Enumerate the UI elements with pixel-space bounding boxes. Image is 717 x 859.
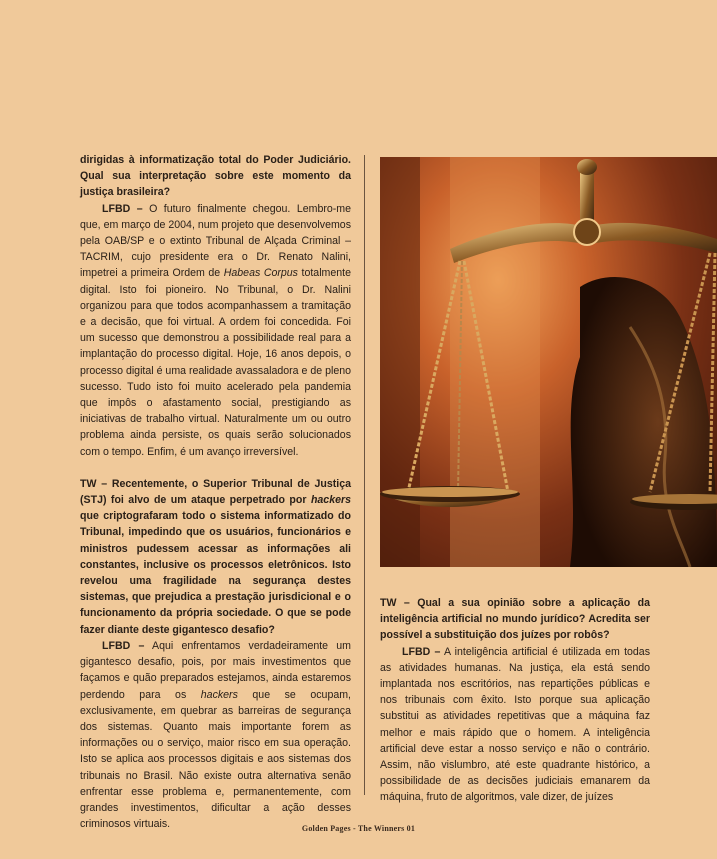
answer-2 — [80, 638, 351, 832]
right-column — [380, 595, 650, 806]
answer-2-text-b: que se ocupam, exclusivamente, em quebrar as barreiras de segurança dos sistemas. Quanto mais importante forem as informações ou o serviço, maior risco em sua operação. Isto se aplica aos processos digitais e aos sistemas dos tribunais no Brasil. Não existe outra alternativa senão enfrentar esse problema e, permanentemente, com grandes investimentos, dificultar a ação desses criminosos virtuais. — [80, 688, 351, 831]
answer-1-text-a: O futuro finalmente chegou. Lembro-me que, em março de 2004, num projeto que desenvolvemos pela OAB/SP e o extinto Tribunal de Alçada Criminal – TACRIM, cujo presidente era o Dr. Renato Nalini, impetrei a primeira Ordem de — [80, 202, 351, 280]
answer-2-text-a: Aqui enfrentamos verdadeiramente um gigantesco desafio, pois, por mais investimentos que façamos e quão preparados estejamos, ainda estaremos perdendo para os — [80, 639, 352, 701]
page-footer: Golden Pages - The Winners 01 — [301, 824, 416, 833]
question-3: TW – Qual a sua opinião sobre a aplicação da inteligência artificial no mundo jurídico? Acredita ser possível a substituição dos juízes por robôs? — [380, 597, 650, 642]
scales-of-justice-photo — [380, 157, 717, 567]
question-2 — [80, 476, 351, 638]
paragraph-gap — [80, 460, 351, 476]
answer-2-lead: LFBD – — [102, 639, 145, 652]
question-2-text-b: que criptografaram todo o sistema informatizado do Tribunal, impedindo que os usuários, funcionários e ministros pudessem acessar as informações ali constantes, inclusive os processos eletrônicos. Isto revelou uma fragilidade na segurança destes sistemas, que prejudica a prestação jurisdicional e o funcionamento da própria sociedade. O que se pode fazer diante deste gigantesco desafio? — [80, 510, 351, 636]
answer-2-italic: hackers — [200, 688, 238, 701]
answer-1-italic: Habeas Corpus — [223, 267, 298, 280]
question-2-text-a: TW – Recentemente, o Superior Tribunal de Justiça (STJ) foi alvo de um ataque perpetrado por — [80, 477, 351, 507]
question-2-italic: hackers — [310, 494, 351, 507]
answer-3 — [380, 644, 650, 806]
answer-1 — [80, 201, 351, 460]
left-column — [80, 152, 351, 832]
answer-1-lead: LFBD – — [102, 202, 143, 215]
scales-of-justice-icon — [380, 157, 717, 567]
answer-3-text: A inteligência artificial é utilizada em todas as atividades humanas. Na justiça, ela está sendo implantada nos escritórios, nas repartições públicas e nos tribunais com êxito. Isto porque sua aplicação substitui as atividades repetitivas que a máquina faz melhor e mais rápido que o homem. A inteligência artificial deve estar a nosso serviço e não o contrário. Assim, não vislumbro, até este quadrante histórico, a possibilidade de as decisões judiciais emanarem da máquina, fruto de algoritmos, vale dizer, de juízes — [380, 645, 650, 804]
question-1-continued: dirigidas à informatização total do Poder Judiciário. Qual sua interpretação sobre este momento da justiça brasileira? — [80, 154, 351, 199]
answer-1-text-b: totalmente digital. Isto foi pioneiro. No Tribunal, o Dr. Nalini organizou para que todos acompanhassem a tramitação e a decisão, que foi virtual. A ordem foi concedida. Foi um sucesso que demonstrou a possibilidade real para a implantação do processo digital. Hoje, 16 anos depois, o processo digital é uma realidade avassaladora e de pleno sucesso. Tudo isto foi muito acelerado pela pandemia que impôs o afastamento social, prestigiando as iniciativas de trabalho virtual. Naturalmente um ou outro problema ainda persiste, os quais serão solucionados com o tempo. Enfim, é um avanço irreversível. — [80, 267, 351, 458]
column-divider — [364, 155, 365, 795]
answer-3-lead: LFBD – — [402, 645, 441, 658]
